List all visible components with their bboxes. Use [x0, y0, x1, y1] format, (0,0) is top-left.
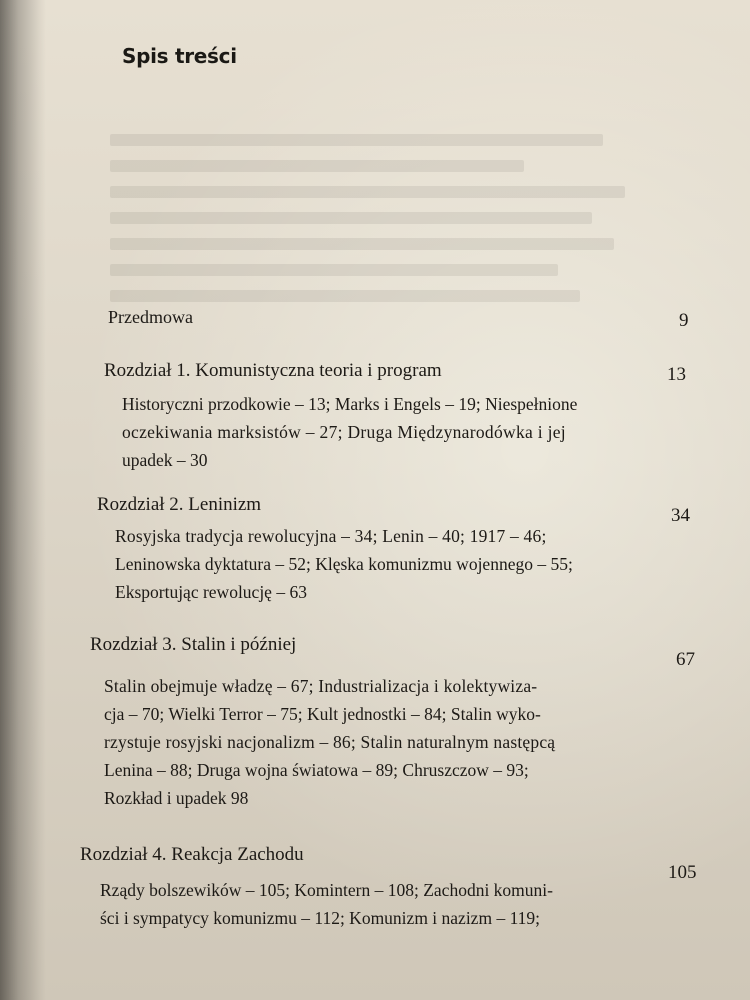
- toc-section-line: cja – 70; Wielki Terror – 75; Kult jednostki – 84; Stalin wyko-: [104, 704, 541, 724]
- toc-section-line: Stalin obejmuje władzę – 67; Industrializacja i kolektywiza-: [104, 676, 538, 696]
- toc-entry-sections: [100, 876, 645, 932]
- toc-entry-title: Rozdział 4. Reakcja Zachodu: [80, 844, 304, 865]
- toc-entry-page: 13: [667, 364, 686, 385]
- toc-entry-page: 105: [668, 862, 697, 883]
- toc-entry-title: Rozdział 3. Stalin i później: [90, 634, 297, 655]
- toc-section-line: Historyczni przodkowie – 13; Marks i Engels – 19; Niespełnione: [122, 394, 578, 414]
- toc-entry-page: 67: [676, 649, 695, 670]
- toc-entry-title: Rozdział 1. Komunistyczna teoria i program: [104, 360, 442, 381]
- toc-section-line: ści i sympatycy komunizmu – 112; Komunizm i nazizm – 119;: [100, 908, 541, 928]
- toc-section-line: Rosyjska tradycja rewolucyjna – 34; Lenin – 40; 1917 – 46;: [115, 526, 547, 546]
- toc-section-line: Lenina – 88; Druga wojna światowa – 89; Chruszczow – 93;: [104, 760, 529, 780]
- toc-section-line: rzystuje rosyjski nacjonalizm – 86; Stalin naturalnym następcą: [104, 732, 556, 752]
- toc-section-line: Rządy bolszewików – 105; Komintern – 108; Zachodni komuni-: [100, 880, 553, 900]
- toc-entry-title: Rozdział 2. Leninizm: [97, 494, 262, 515]
- toc-entry-sections: [104, 672, 644, 812]
- toc-section-line: oczekiwania marksistów – 27; Druga Międzynarodówka i jej: [122, 422, 566, 442]
- toc-section-line: upadek – 30: [122, 450, 208, 470]
- toc-entry-sections: [115, 522, 635, 606]
- toc-entry-sections: [122, 390, 632, 474]
- page-gutter-shadow: [0, 0, 46, 1000]
- toc-section-line: Leninowska dyktatura – 52; Klęska komunizmu wojennego – 55;: [115, 554, 573, 574]
- toc-entry-page: 9: [679, 310, 689, 331]
- toc-entry-title: Przedmowa: [108, 307, 193, 327]
- page-title: Spis treści: [122, 44, 237, 68]
- toc-section-line: Rozkład i upadek 98: [104, 788, 249, 808]
- toc-section-line: Eksportując rewolucję – 63: [115, 582, 307, 602]
- bleed-through-text: [110, 120, 670, 316]
- toc-entry-page: 34: [671, 505, 690, 526]
